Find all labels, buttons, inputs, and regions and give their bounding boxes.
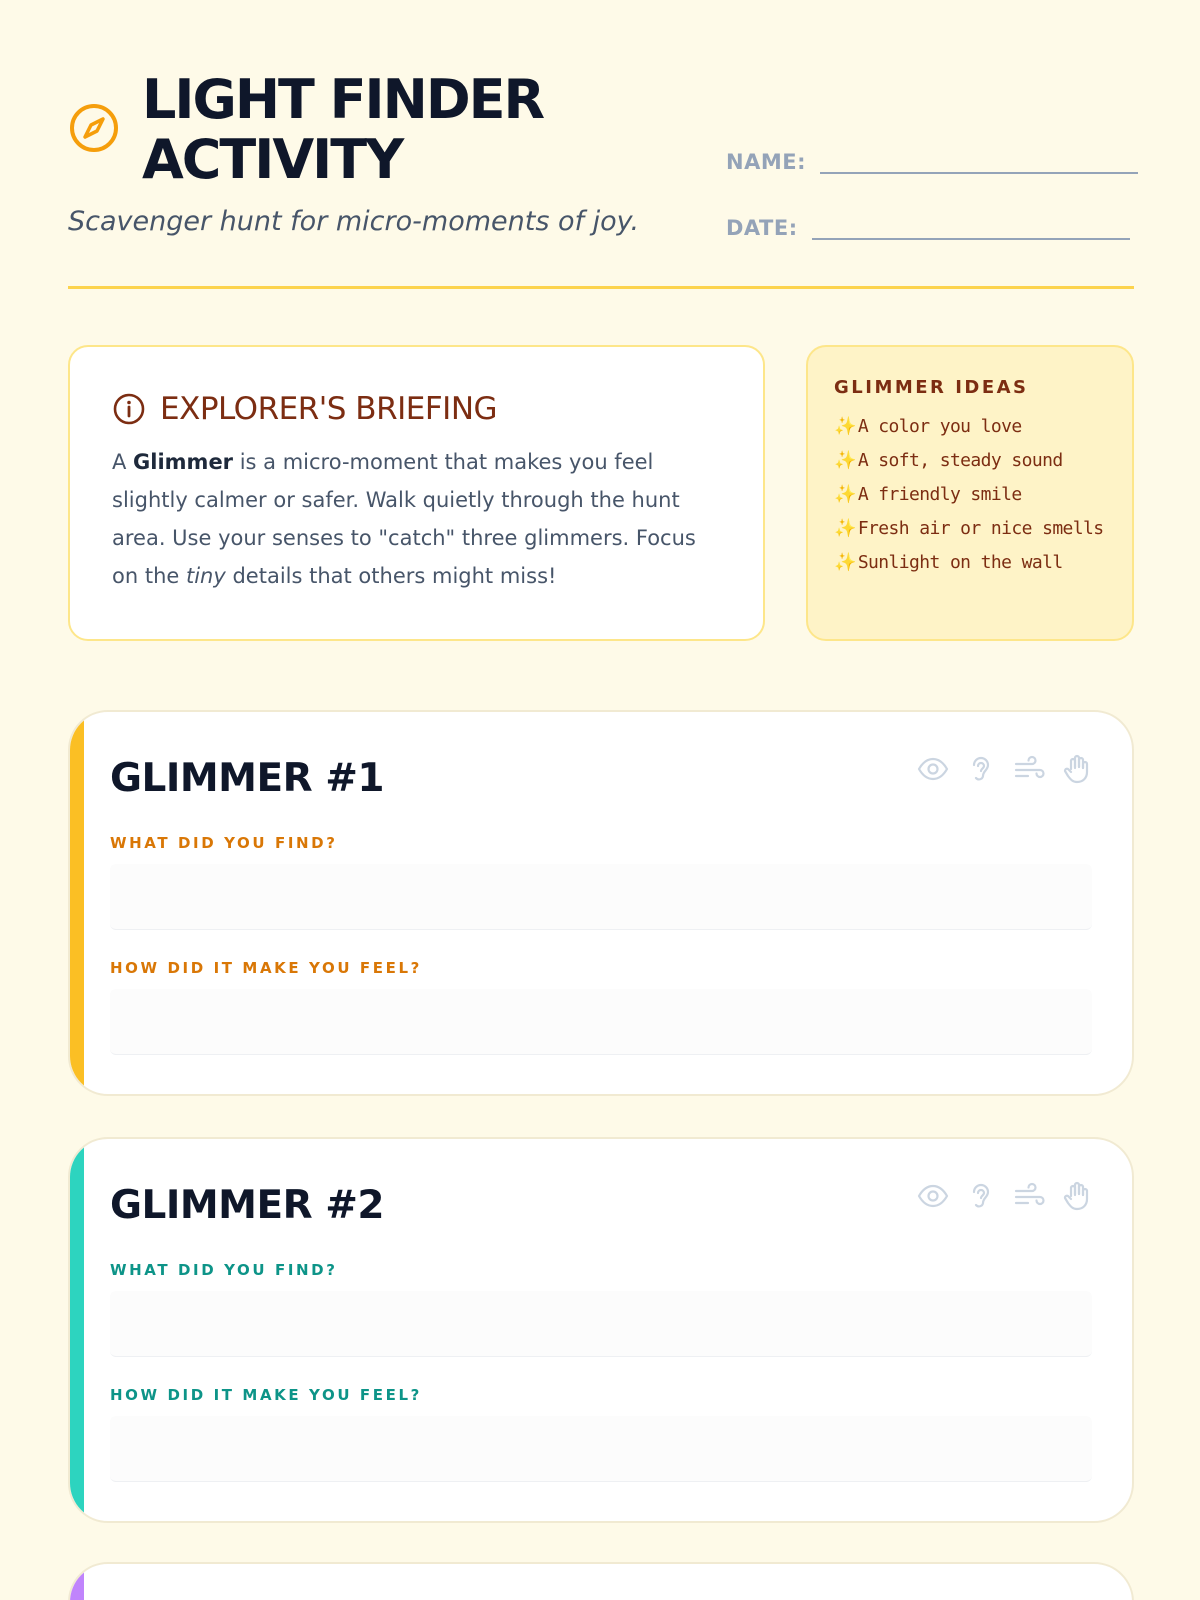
date-label: DATE: (726, 216, 798, 240)
title-line-2: ACTIVITY (142, 128, 403, 191)
page-title (142, 70, 543, 190)
glimmer-card-2 (68, 1137, 1134, 1523)
card-accent-stripe (70, 712, 84, 1094)
glimmer-card-3 (68, 1562, 1134, 1600)
page-subtitle: Scavenger hunt for micro-moments of joy. (68, 206, 640, 237)
date-field[interactable] (812, 214, 1130, 240)
feel-label: HOW DID IT MAKE YOU FEEL? (110, 1386, 422, 1404)
idea-item: ✨ Sunlight on the wall (834, 552, 1063, 573)
ideas-title: GLIMMER IDEAS (834, 377, 1029, 398)
wind-icon (1012, 752, 1046, 786)
glimmer-title: GLIMMER #1 (110, 756, 385, 801)
ear-icon (964, 1179, 998, 1213)
idea-item: ✨ A soft, steady sound (834, 450, 1063, 471)
sense-icons (916, 1179, 1094, 1213)
glimmer-card-1 (68, 710, 1134, 1096)
find-label: WHAT DID YOU FIND? (110, 1261, 338, 1279)
hand-icon (1060, 752, 1094, 786)
name-field[interactable] (820, 148, 1138, 174)
card-accent-stripe (70, 1139, 84, 1521)
idea-item: ✨ A friendly smile (834, 484, 1022, 505)
tiny-term: tiny (185, 564, 226, 588)
glimmer-ideas-card (806, 345, 1134, 641)
sense-icons (916, 752, 1094, 786)
page-header (68, 60, 1134, 292)
sparkle-icon: ✨ (834, 450, 856, 471)
name-label: NAME: (726, 150, 806, 174)
find-input[interactable] (110, 1291, 1092, 1357)
feel-label: HOW DID IT MAKE YOU FEEL? (110, 959, 422, 977)
explorers-briefing-card (68, 345, 765, 641)
briefing-title: EXPLORER'S BRIEFING (160, 391, 498, 427)
header-divider (68, 286, 1134, 289)
wind-icon (1012, 1179, 1046, 1213)
title-line-1: LIGHT FINDER (142, 68, 544, 131)
card-accent-stripe (70, 1564, 84, 1600)
eye-icon (916, 752, 950, 786)
eye-icon (916, 1179, 950, 1213)
find-label: WHAT DID YOU FIND? (110, 834, 338, 852)
feel-input[interactable] (110, 989, 1092, 1055)
briefing-header (112, 391, 723, 427)
sparkle-icon: ✨ (834, 518, 856, 539)
sparkle-icon: ✨ (834, 484, 856, 505)
idea-item: ✨ A color you love (834, 416, 1022, 437)
info-icon (112, 392, 146, 426)
hand-icon (1060, 1179, 1094, 1213)
sparkle-icon: ✨ (834, 416, 856, 437)
sparkle-icon: ✨ (834, 552, 856, 573)
name-row (726, 148, 1138, 174)
glimmer-title: GLIMMER #2 (110, 1183, 385, 1228)
find-input[interactable] (110, 864, 1092, 930)
idea-item: ✨ Fresh air or nice smells (834, 518, 1104, 539)
date-row (726, 214, 1130, 240)
glimmer-term: Glimmer (133, 450, 234, 474)
ear-icon (964, 752, 998, 786)
briefing-text: A Glimmer is a micro-moment that makes you feel slightly calmer or safer. Walk quietly through the hunt area. Use your senses to "catch" three glimmers. Focus on the tiny details that others might miss! (112, 450, 696, 588)
feel-input[interactable] (110, 1416, 1092, 1482)
compass-icon (68, 102, 120, 154)
